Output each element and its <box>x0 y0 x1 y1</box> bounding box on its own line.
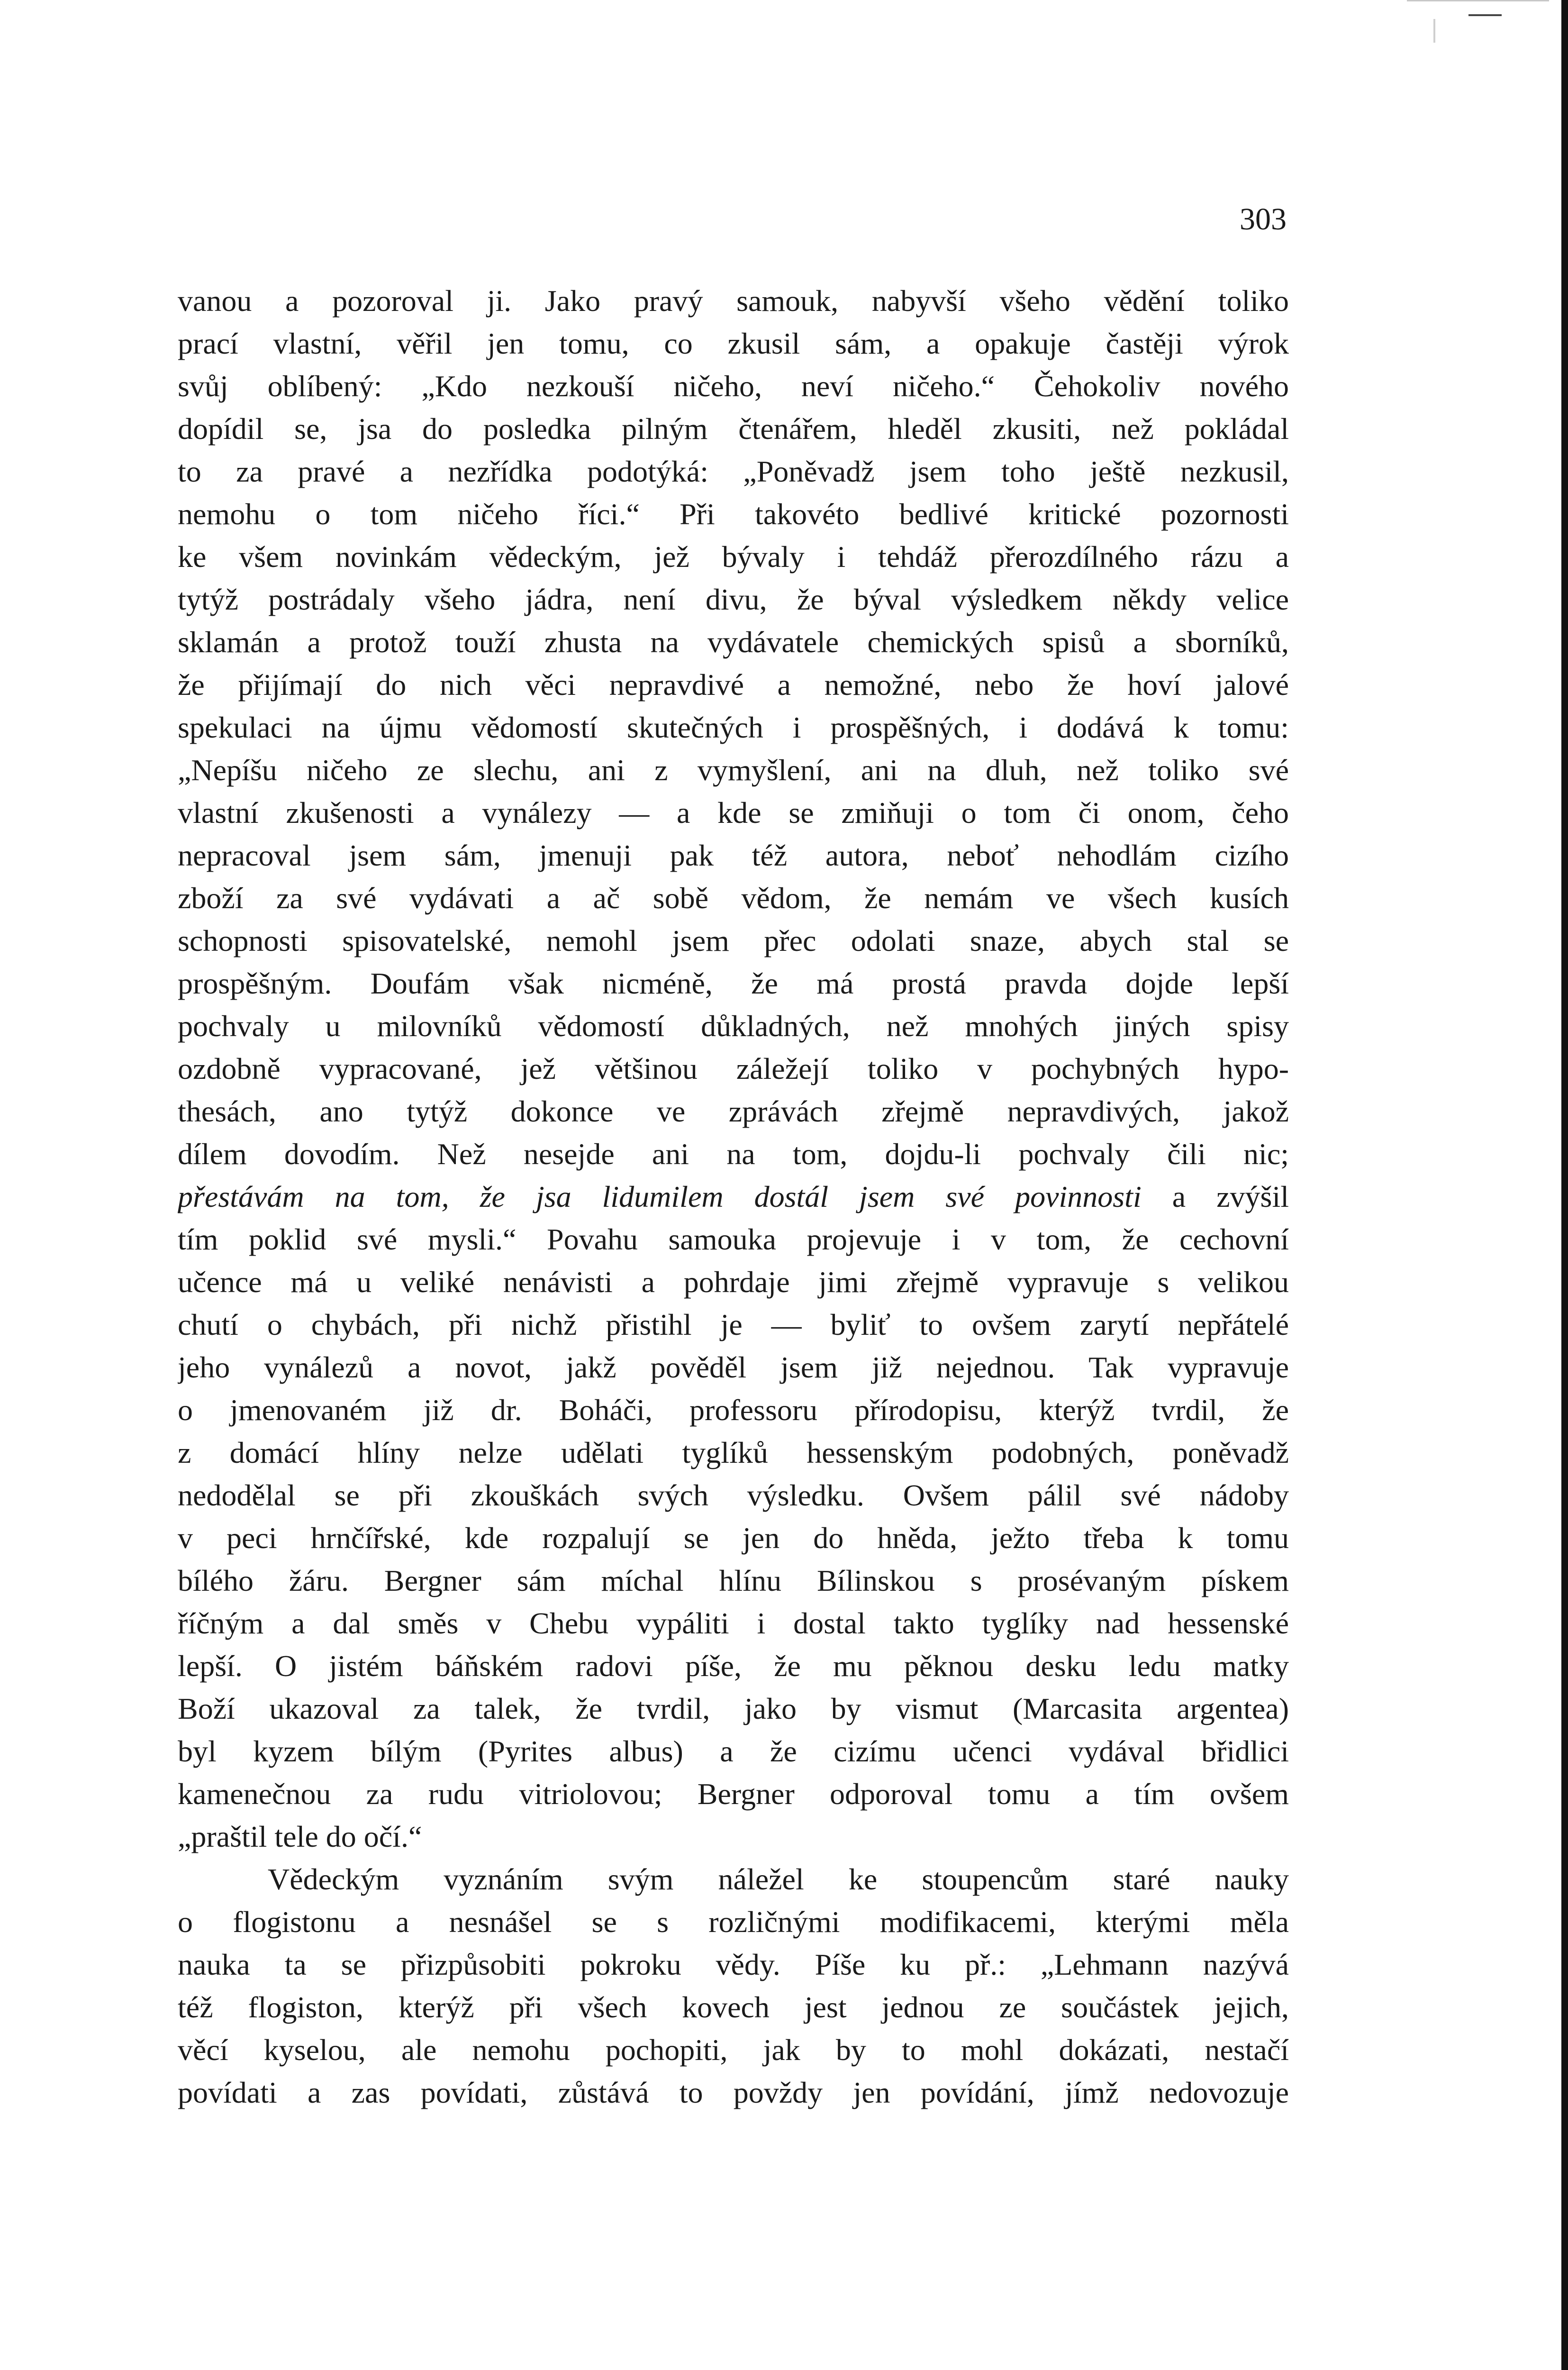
italic-line-tail: a zvýšil <box>1141 1180 1289 1213</box>
text-line: dopídil se, jsa do posledka pilným čtenářem, hleděl zkusiti, než pokládal <box>178 412 1289 446</box>
text-line: říčným a dal směs v Chebu vypáliti i dostal takto tyglíky nad hessenské <box>178 1606 1289 1640</box>
text-line: povídati a zas povídati, zůstává to povždy jen povídání, jímž nedovozuje <box>178 2076 1289 2109</box>
scan-edge-right <box>1561 0 1568 2370</box>
text-line: v peci hrnčířské, kde rozpalují se jen do hněda, ježto třeba k tomu <box>178 1521 1289 1555</box>
text-line: kamenečnou za rudu vitriolovou; Bergner odporoval tomu a tím ovšem <box>178 1777 1289 1811</box>
text-line: svůj oblíbený: „Kdo nezkouší ničeho, neví ničeho.“ Čehokoliv nového <box>178 369 1289 403</box>
text-line: thesách, ano tytýž dokonce ve zprávách zřejmě nepravdivých, jakož <box>178 1094 1289 1128</box>
text-line: vlastní zkušenosti a vynálezy — a kde se zmiňuji o tom či onom, čeho <box>178 796 1289 830</box>
text-line: o jmenovaném již dr. Boháči, professoru přírodopisu, kterýž tvrdil, že <box>178 1393 1289 1427</box>
text-line: tím poklid své mysli.“ Povahu samouka projevuje i v tom, že cechovní <box>178 1222 1289 1256</box>
text-line: chutí o chybách, při nichž přistihl je — byliť to ovšem zarytí nepřátelé <box>178 1308 1289 1341</box>
text-line: lepší. O jistém báňském radovi píše, že mu pěknou desku ledu matky <box>178 1649 1289 1683</box>
text-line: vanou a pozoroval ji. Jako pravý samouk, nabyvší všeho vědění toliko <box>178 284 1289 318</box>
text-line: bílého žáru. Bergner sám míchal hlínu Bílinskou s prosévaným pískem <box>178 1564 1289 1597</box>
text-line: učence má u veliké nenávisti a pohrdaje jimi zřejmě vypravuje s velikou <box>178 1265 1289 1299</box>
text-line: zboží za své vydávati a ač sobě vědom, že nemám ve všech kusích <box>178 881 1289 915</box>
text-line: též flogiston, kterýž při všech kovech jest jednou ze součástek jejich, <box>178 1990 1289 2024</box>
scan-mark-vertical <box>1433 19 1435 43</box>
paragraph-start-line: Vědeckým vyznáním svým náležel ke stoupencům staré nauky <box>268 1862 1289 1896</box>
text-line: jeho vynálezů a novot, jakž pověděl jsem již nejednou. Tak vypravuje <box>178 1350 1289 1384</box>
text-line: to za pravé a nezřídka podotýká: „Poněvadž jsem toho ještě nezkusil, <box>178 455 1289 488</box>
text-line: dílem dovodím. Než nesejde ani na tom, dojdu-li pochvaly čili nic; <box>178 1137 1289 1171</box>
text-line: nauka ta se přizpůsobiti pokroku vědy. Píše ku př.: „Lehmann nazývá <box>178 1948 1289 1981</box>
text-line: byl kyzem bílým (Pyrites albus) a že cizímu učenci vydával břidlici <box>178 1734 1289 1768</box>
text-line: nemohu o tom ničeho říci.“ Při takovéto bedlivé kritické pozornosti <box>178 497 1289 531</box>
text-line: ke všem novinkám vědeckým, jež bývaly i tehdáž přerozdílného rázu a <box>178 540 1289 574</box>
text-line: věcí kyselou, ale nemohu pochopiti, jak by to mohl dokázati, nestačí <box>178 2033 1289 2067</box>
text-line: nedodělal se při zkouškách svých výsledku. Ovšem pálil své nádoby <box>178 1478 1289 1512</box>
body-text <box>178 280 1289 2114</box>
text-line: nepracoval jsem sám, jmenuji pak též autora, neboť nehodlám cizího <box>178 839 1289 872</box>
text-line: ozdobně vypracované, jež většinou záležejí toliko v pochybných hypo- <box>178 1052 1289 1085</box>
page-number: 303 <box>1240 202 1287 237</box>
text-line-paragraph-end: „praštil tele do očí.“ <box>178 1820 422 1853</box>
text-line: sklamán a protož touží zhusta na vydávatele chemických spisů a sborníků, <box>178 625 1289 659</box>
text-line: tytýž postrádaly všeho jádra, není divu, že býval výsledkem někdy velice <box>178 583 1289 616</box>
text-line: pochvaly u milovníků vědomostí důkladných, než mnohých jiných spisy <box>178 1009 1289 1043</box>
text-line: schopnosti spisovatelské, nemohl jsem přec odolati snaze, abych stal se <box>178 924 1289 957</box>
text-line: prospěšným. Doufám však nicméně, že má prostá pravda dojde lepší <box>178 966 1289 1000</box>
text-line: „Nepíšu ničeho ze slechu, ani z vymyšlení, ani na dluh, než toliko své <box>178 753 1289 787</box>
scan-edge-top <box>1407 0 1549 1</box>
text-line: Boží ukazoval za talek, že tvrdil, jako by vismut (Marcasita argentea) <box>178 1692 1289 1725</box>
text-line: z domácí hlíny nelze udělati tyglíků hessenským podobných, poněvadž <box>178 1436 1289 1469</box>
text-line: prací vlastní, věřil jen tomu, co zkusil sám, a opakuje častěji výrok <box>178 327 1289 360</box>
text-line: o flogistonu a nesnášel se s rozličnými modifikacemi, kterými měla <box>178 1905 1289 1939</box>
text-line-italic <box>178 1176 1289 1218</box>
italic-phrase: přestávám na tom, že jsa lidumilem dostál jsem své povinnosti <box>178 1180 1142 1213</box>
text-line: že přijímají do nich věci nepravdivé a nemožné, nebo že hoví jalové <box>178 668 1289 702</box>
scan-mark <box>1468 14 1502 16</box>
text-line: spekulaci na újmu vědomostí skutečných i prospěšných, i dodává k tomu: <box>178 711 1289 744</box>
